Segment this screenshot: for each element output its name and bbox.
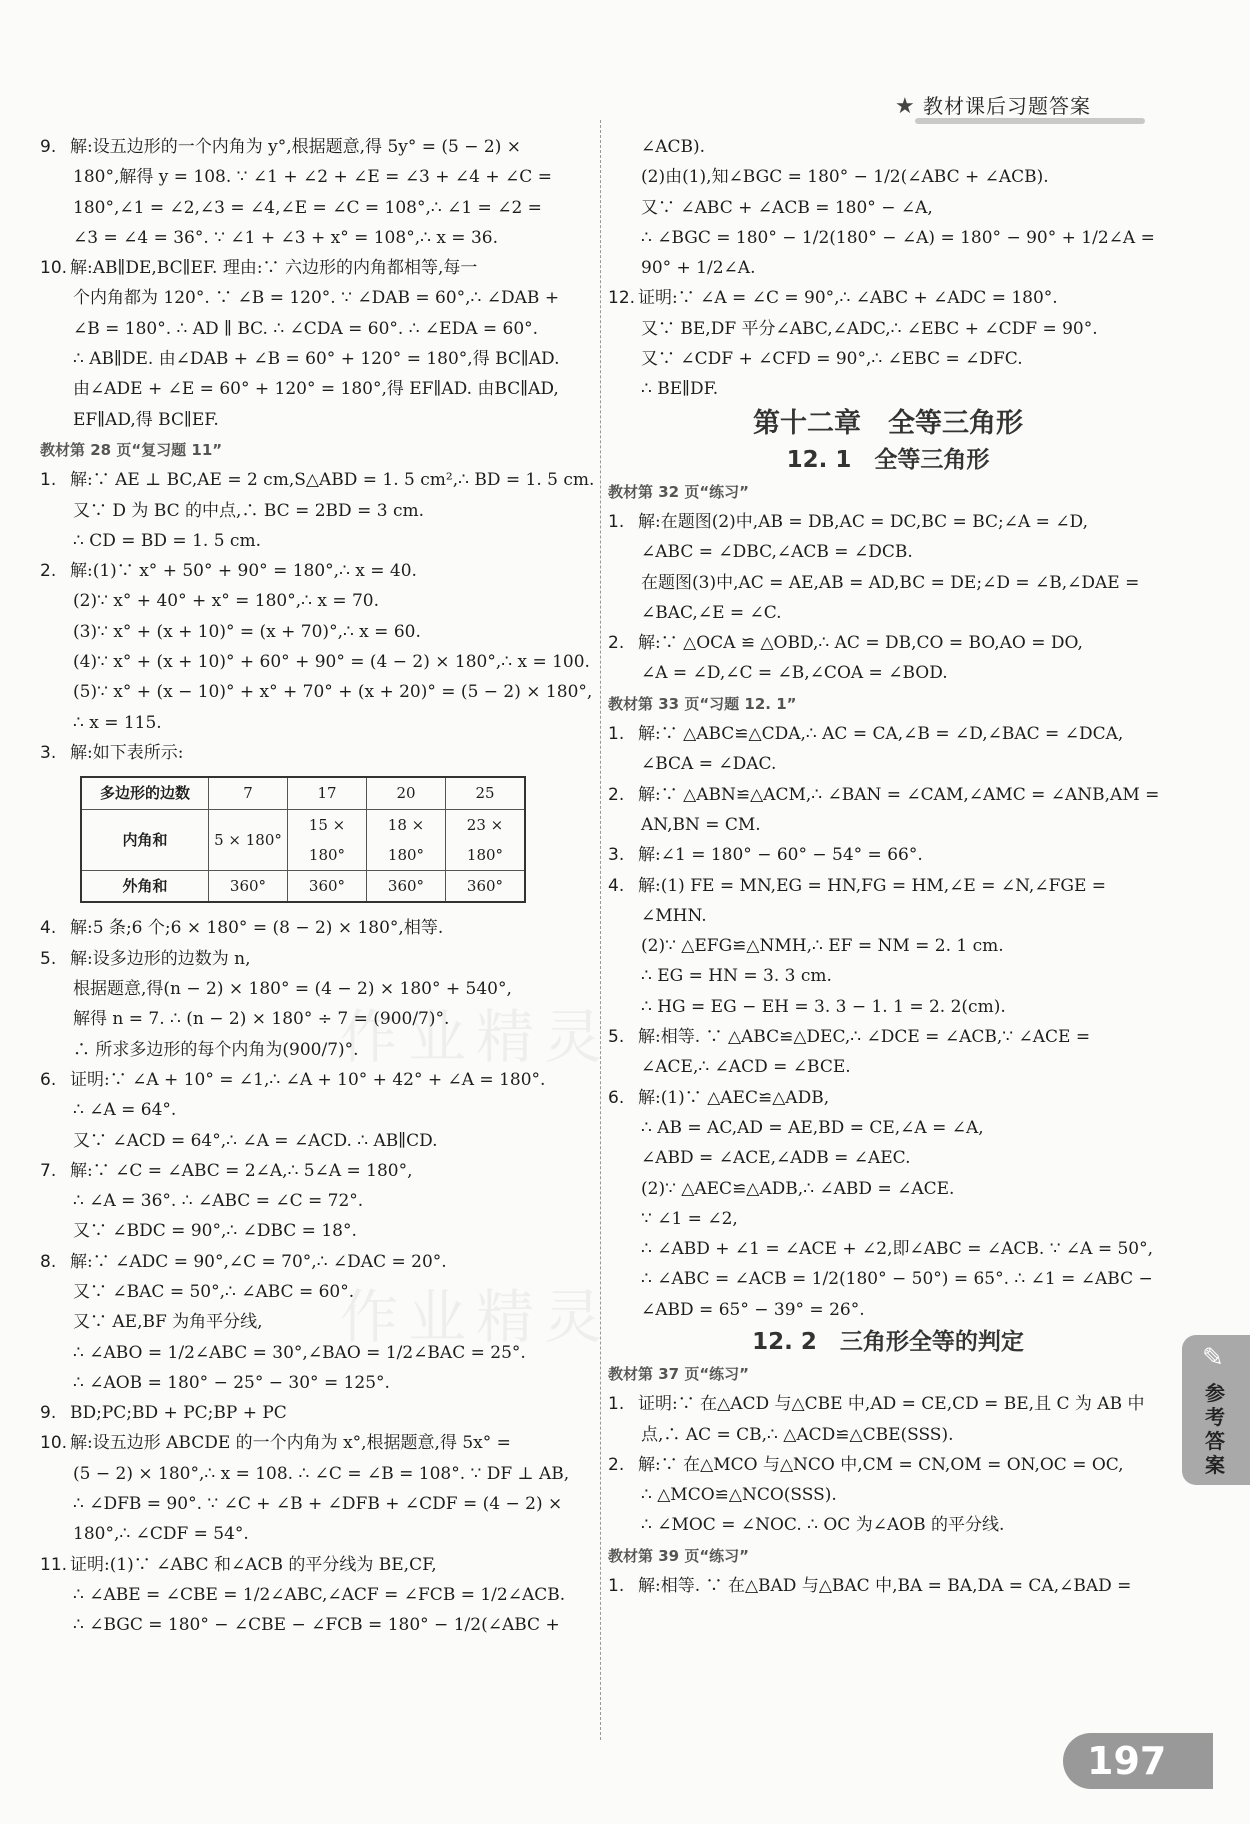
answer-line bbox=[40, 283, 595, 313]
answer-text: (3)∵ x° + (x + 10)° = (x + 70)°,∴ x = 60. bbox=[73, 621, 421, 642]
answer-line bbox=[608, 1510, 1168, 1540]
answer-text: 证明:∵ 在△ACD 与△CBE 中,AD = CE,CD = BE,且 C 为 AB 中 bbox=[638, 1394, 1145, 1415]
answer-line bbox=[608, 568, 1168, 598]
answer-line bbox=[40, 556, 595, 586]
subchapter-title: 12. 2 三角形全等的判定 bbox=[752, 1328, 1024, 1355]
answer-line bbox=[608, 374, 1168, 404]
header-title: 教材课后习题答案 bbox=[923, 94, 1091, 118]
subchapter-title: 12. 1 全等三角形 bbox=[786, 446, 990, 473]
section-heading: 教材第 28 页“复习题 11” bbox=[40, 440, 223, 459]
answer-text: 证明:∵ ∠A = ∠C = 90°,∴ ∠ABC + ∠ADC = 180°. bbox=[638, 288, 1058, 309]
question-number: 10. bbox=[40, 258, 68, 279]
answer-text: 解:∵ AE ⊥ BC,AE = 2 cm,S△ABD = 1. 5 cm²,∴ BD = 1. 5 cm. bbox=[70, 470, 595, 491]
table-cell: 内角和 bbox=[81, 809, 209, 871]
section-heading: 教材第 39 页“练习” bbox=[608, 1546, 750, 1565]
answer-line bbox=[40, 738, 595, 768]
answer-text: ∴ ∠ABE = ∠CBE = 1/2∠ABC,∠ACF = ∠FCB = 1/2∠ACB. bbox=[73, 1584, 566, 1605]
answer-text: 又∵ ∠ABC + ∠ACB = 180° − ∠A, bbox=[641, 197, 933, 218]
answer-text: (4)∵ x° + (x + 10)° + 60° + 90° = (4 − 2) × 180°,∴ x = 100. bbox=[73, 652, 590, 673]
answer-line bbox=[40, 465, 595, 495]
table-cell: 23 × 180° bbox=[446, 809, 526, 871]
answer-text: ∴ ∠ABC = ∠ACB = 1/2(180° − 50°) = 65°. ∴ ∠1 = ∠ABC − bbox=[641, 1269, 1153, 1290]
right-column bbox=[608, 132, 1168, 1601]
question-number: 7. bbox=[40, 1160, 57, 1181]
answer-line bbox=[608, 1264, 1168, 1294]
answer-line bbox=[40, 944, 595, 974]
answer-line bbox=[608, 1389, 1168, 1419]
question-number: 5. bbox=[608, 1027, 625, 1048]
chapter-title: 第十二章 全等三角形 bbox=[753, 407, 1023, 439]
answer-text: 个内角都为 120°. ∵ ∠B = 120°. ∵ ∠DAB = 60°,∴ ∠DAB + bbox=[73, 288, 560, 309]
answer-text: 由∠ADE + ∠E = 60° + 120° = 180°,得 EF∥AD. 由BC∥AD, bbox=[73, 379, 559, 400]
question-number: 1. bbox=[40, 470, 57, 491]
answer-line bbox=[608, 840, 1168, 870]
answer-text: 又∵ BE,DF 平分∠ABC,∠ADC,∴ ∠EBC + ∠CDF = 90°. bbox=[641, 318, 1098, 339]
answer-text: 又∵ ∠ACD = 64°,∴ ∠A = ∠ACD. ∴ AB∥CD. bbox=[73, 1130, 438, 1151]
answer-line bbox=[608, 1204, 1168, 1234]
answer-line bbox=[40, 1428, 595, 1458]
answer-line bbox=[40, 496, 595, 526]
section-heading: 教材第 37 页“练习” bbox=[608, 1364, 750, 1383]
answer-text: ∠ABD = 65° − 39° = 26°. bbox=[641, 1299, 865, 1320]
answer-text: ∴ AB = AC,AD = AE,BD = CE,∠A = ∠A, bbox=[641, 1117, 984, 1138]
answer-text: (5 − 2) × 180°,∴ x = 108. ∴ ∠C = ∠B = 108°. ∵ DF ⊥ AB, bbox=[73, 1463, 570, 1484]
answer-line bbox=[40, 132, 595, 162]
table-cell: 25 bbox=[446, 777, 526, 809]
answer-line bbox=[608, 507, 1168, 537]
answer-text: 解:∵ △ABN≌△ACM,∴ ∠BAN = ∠CAM,∠AMC = ∠ANB,AM = bbox=[638, 784, 1160, 805]
answer-text: ∠ACB). bbox=[641, 137, 706, 157]
table-row bbox=[81, 871, 525, 903]
question-number: 9. bbox=[40, 137, 57, 157]
watermark: 作业精灵 bbox=[340, 1283, 613, 1351]
answer-line bbox=[608, 314, 1168, 344]
page-number-badge bbox=[1063, 1733, 1213, 1789]
answer-text: 解:设五边形 ABCDE 的一个内角为 x°,根据题意,得 5x° = bbox=[70, 1433, 511, 1454]
answer-text: ∠ACE,∴ ∠ACD = ∠BCE. bbox=[641, 1057, 851, 1078]
answer-line bbox=[40, 162, 595, 192]
answer-text: ∴ EG = HN = 3. 3 cm. bbox=[641, 966, 832, 987]
answer-line bbox=[40, 1550, 595, 1580]
answer-text: (5)∵ x° + (x − 10)° + x° + 70° + (x + 20)° = (5 − 2) × 180°, bbox=[73, 682, 593, 703]
question-number: 2. bbox=[40, 561, 57, 582]
answer-line bbox=[40, 314, 595, 344]
answer-line bbox=[608, 537, 1168, 567]
answer-line bbox=[608, 628, 1168, 658]
answer-line bbox=[40, 344, 595, 374]
table-header-row bbox=[81, 777, 525, 809]
answer-line bbox=[40, 1368, 595, 1398]
header-tab bbox=[895, 88, 1125, 124]
answer-line bbox=[608, 1174, 1168, 1204]
answer-line bbox=[40, 1489, 595, 1519]
polygon-table bbox=[80, 776, 526, 903]
answer-text: 解:∵ △OCA ≌ △OBD,∴ AC = DB,CO = BO,AO = DO, bbox=[638, 633, 1083, 654]
answer-line bbox=[608, 749, 1168, 779]
answer-line bbox=[40, 1398, 595, 1428]
table-cell: 外角和 bbox=[81, 871, 209, 903]
answer-line bbox=[608, 1052, 1168, 1082]
question-number: 8. bbox=[40, 1251, 57, 1272]
answer-line bbox=[40, 677, 595, 707]
question-number: 3. bbox=[40, 742, 57, 763]
answer-text: ∴ ∠AOB = 180° − 25° − 30° = 125°. bbox=[73, 1372, 390, 1393]
question-number: 11. bbox=[40, 1554, 68, 1575]
answer-text: 解:相等. ∵ 在△BAD 与△BAC 中,BA = BA,DA = CA,∠BAD = bbox=[638, 1576, 1132, 1597]
answer-text: 解:AB∥DE,BC∥EF. 理由:∵ 六边形的内角都相等,每一 bbox=[70, 258, 478, 279]
answer-text: ∴ ∠A = 64°. bbox=[73, 1100, 177, 1121]
answer-line bbox=[608, 810, 1168, 840]
answer-line bbox=[608, 162, 1168, 192]
left-block-a bbox=[40, 132, 595, 768]
answer-text: 证明:(1)∵ ∠ABC 和∠ACB 的平分线为 BE,CF, bbox=[70, 1554, 437, 1575]
side-tab-label: 参考答案 bbox=[1205, 1381, 1225, 1477]
table-cell: 多边形的边数 bbox=[81, 777, 209, 809]
pen-icon: ✎ bbox=[1202, 1343, 1224, 1373]
answer-text: 又∵ AE,BF 为角平分线, bbox=[73, 1312, 263, 1333]
answer-text: 180°,解得 y = 108. ∵ ∠1 + ∠2 + ∠E = ∠3 + ∠4 + ∠C = bbox=[73, 167, 552, 188]
side-tab[interactable] bbox=[1182, 1335, 1250, 1485]
table-cell: 5 × 180° bbox=[209, 809, 288, 871]
answer-text: BD;PC;BD + PC;BP + PC bbox=[70, 1403, 287, 1424]
answer-text: 又∵ ∠CDF + ∠CFD = 90°,∴ ∠EBC = ∠DFC. bbox=[641, 349, 1023, 370]
answer-text: EF∥AD,得 BC∥EF. bbox=[73, 409, 219, 430]
answer-text: ∴ CD = BD = 1. 5 cm. bbox=[73, 530, 261, 551]
answer-text: ∴ ∠BGC = 180° − 1/2(180° − ∠A) = 180° − 90° + 1/2∠A = bbox=[641, 227, 1155, 248]
answer-text: 解:∵ △ABC≌△CDA,∴ AC = CA,∠B = ∠D,∠BAC = ∠DCA, bbox=[638, 724, 1124, 745]
answer-line bbox=[608, 658, 1168, 688]
answer-text: ∴ ∠ABO = 1/2∠ABC = 30°,∠BAO = 1/2∠BAC = 25°. bbox=[73, 1342, 526, 1363]
answer-text: (2)∵ x° + 40° + x° = 180°,∴ x = 70. bbox=[73, 591, 380, 612]
answer-text: ∠A = ∠D,∠C = ∠B,∠COA = ∠BOD. bbox=[641, 663, 948, 684]
answer-text: 证明:∵ ∠A + 10° = ∠1,∴ ∠A + 10° + 42° + ∠A = 180°. bbox=[70, 1069, 546, 1090]
table-cell: 360° bbox=[367, 871, 446, 903]
answer-text: ∠B = 180°. ∴ AD ∥ BC. ∴ ∠CDA = 60°. ∴ ∠EDA = 60°. bbox=[73, 318, 539, 339]
answer-text: 解:(1) FE = MN,EG = HN,FG = HM,∠E = ∠N,∠FGE = bbox=[638, 875, 1107, 896]
answer-text: (2)由(1),知∠BGC = 180° − 1/2(∠ABC + ∠ACB). bbox=[641, 167, 1049, 188]
page-number: 197 bbox=[1087, 1739, 1167, 1783]
answer-text: ∴ HG = EG − EH = 3. 3 − 1. 1 = 2. 2(cm). bbox=[641, 996, 1006, 1017]
answer-line bbox=[40, 1610, 595, 1640]
answer-line bbox=[608, 719, 1168, 749]
answer-line bbox=[608, 780, 1168, 810]
answer-line bbox=[608, 344, 1168, 374]
column-divider bbox=[600, 120, 601, 1740]
answer-text: 解:在题图(2)中,AB = DB,AC = DC,BC = BC;∠A = ∠D, bbox=[638, 511, 1088, 532]
answer-text: (2)∵ △AEC≌△ADB,∴ ∠ABD = ∠ACE. bbox=[641, 1178, 955, 1199]
answer-line bbox=[608, 1480, 1168, 1510]
answer-text: ∴ ∠ABD + ∠1 = ∠ACE + ∠2,即∠ABC = ∠ACB. ∵ ∠A = 50°, bbox=[641, 1239, 1154, 1260]
question-number: 6. bbox=[608, 1087, 625, 1108]
table-cell: 360° bbox=[209, 871, 288, 903]
question-number: 3. bbox=[608, 845, 625, 866]
table-row bbox=[81, 809, 525, 871]
answer-text: 又∵ ∠BDC = 90°,∴ ∠DBC = 18°. bbox=[73, 1221, 357, 1242]
answer-line bbox=[40, 1459, 595, 1489]
answer-line bbox=[608, 1083, 1168, 1113]
answer-line bbox=[608, 1113, 1168, 1143]
answer-line bbox=[40, 405, 595, 435]
answer-line bbox=[608, 132, 1168, 162]
table-cell: 7 bbox=[209, 777, 288, 809]
answer-line bbox=[608, 253, 1168, 283]
answer-text: 又∵ D 为 BC 的中点,∴ BC = 2BD = 3 cm. bbox=[73, 500, 424, 521]
answer-text: 在题图(3)中,AC = AE,AB = AD,BC = DE;∠D = ∠B,∠DAE = bbox=[641, 572, 1140, 593]
answer-line bbox=[40, 1580, 595, 1610]
answer-text: ∴ △MCO≌△NCO(SSS). bbox=[641, 1485, 837, 1506]
answer-text: ∴ ∠A = 36°. ∴ ∠ABC = ∠C = 72°. bbox=[73, 1191, 364, 1212]
watermark: 作业精灵 bbox=[340, 1003, 613, 1071]
answer-line bbox=[608, 961, 1168, 991]
answer-line bbox=[608, 193, 1168, 223]
answer-line bbox=[40, 1216, 595, 1246]
answer-text: AN,BN = CM. bbox=[641, 814, 761, 835]
answer-line bbox=[40, 1126, 595, 1156]
answer-line bbox=[40, 374, 595, 404]
question-number: 2. bbox=[608, 633, 625, 654]
question-number: 9. bbox=[40, 1403, 57, 1424]
answer-text: 解:∵ 在△MCO 与△NCO 中,CM = CN,OM = ON,OC = OC, bbox=[638, 1454, 1124, 1475]
answer-text: ∴ ∠MOC = ∠NOC. ∴ OC 为∠AOB 的平分线. bbox=[641, 1515, 1005, 1536]
section-heading: 教材第 32 页“练习” bbox=[608, 482, 750, 501]
answer-text: 解:∠1 = 180° − 60° − 54° = 66°. bbox=[638, 845, 923, 866]
answer-line bbox=[608, 931, 1168, 961]
answer-text: 根据题意,得(n − 2) × 180° = (4 − 2) × 180° + 540°, bbox=[73, 979, 512, 1000]
answer-line bbox=[608, 598, 1168, 628]
answer-line bbox=[608, 871, 1168, 901]
answer-text: ∠MHN. bbox=[641, 905, 707, 926]
answer-text: ∴ BE∥DF. bbox=[641, 379, 719, 400]
answer-text: 解:设五边形的一个内角为 y°,根据题意,得 5y° = (5 − 2) × bbox=[70, 137, 522, 157]
question-number: 2. bbox=[608, 1454, 625, 1475]
answer-line bbox=[40, 193, 595, 223]
table-cell: 360° bbox=[288, 871, 367, 903]
answer-line bbox=[40, 708, 595, 738]
answer-text: 解:5 条;6 个;6 × 180° = (8 − 2) × 180°,相等. bbox=[70, 918, 444, 939]
answer-text: 180°,∴ ∠CDF = 54°. bbox=[73, 1524, 249, 1545]
answer-line bbox=[608, 1234, 1168, 1264]
answer-line bbox=[608, 901, 1168, 931]
question-number: 4. bbox=[40, 918, 57, 939]
answer-line bbox=[40, 253, 595, 283]
answer-text: 90° + 1/2∠A. bbox=[641, 258, 756, 279]
question-number: 12. bbox=[608, 288, 636, 309]
answer-text: 解:设多边形的边数为 n, bbox=[70, 948, 251, 969]
answer-text: 180°,∠1 = ∠2,∠3 = ∠4,∠E = ∠C = 108°,∴ ∠1 = ∠2 = bbox=[73, 197, 542, 218]
question-number: 5. bbox=[40, 948, 57, 969]
question-number: 1. bbox=[608, 1576, 625, 1597]
answer-line bbox=[40, 586, 595, 616]
answer-line bbox=[40, 526, 595, 556]
answer-text: ∴ 所求多边形的每个内角为(900/7)°. bbox=[73, 1039, 359, 1060]
answer-text: ∠BCA = ∠DAC. bbox=[641, 754, 777, 775]
answer-text: 解:∵ ∠C = ∠ABC = 2∠A,∴ 5∠A = 180°, bbox=[70, 1160, 413, 1181]
answer-text: 解:∵ ∠ADC = 90°,∠C = 70°,∴ ∠DAC = 20°. bbox=[70, 1251, 447, 1272]
answer-text: ∴ ∠DFB = 90°. ∵ ∠C + ∠B + ∠DFB + ∠CDF = (4 − 2) × bbox=[73, 1494, 563, 1515]
answer-line bbox=[40, 1156, 595, 1186]
answer-line bbox=[40, 1095, 595, 1125]
question-number: 2. bbox=[608, 784, 625, 805]
answer-text: ∴ x = 115. bbox=[73, 712, 162, 733]
answer-text: 点,∴ AC = CB,∴ △ACD≌△CBE(SSS). bbox=[641, 1424, 954, 1445]
answer-text: ∠ABD = ∠ACE,∠ADB = ∠AEC. bbox=[641, 1148, 911, 1169]
answer-line bbox=[40, 1186, 595, 1216]
answer-text: ∴ ∠BGC = 180° − ∠CBE − ∠FCB = 180° − 1/2(∠ABC + bbox=[73, 1615, 560, 1636]
question-number: 6. bbox=[40, 1069, 57, 1090]
answer-text: ∠ABC = ∠DBC,∠ACB = ∠DCB. bbox=[641, 542, 913, 563]
answer-text: 解得 n = 7. ∴ (n − 2) × 180° ÷ 7 = (900/7)°. bbox=[73, 1009, 450, 1030]
answer-line bbox=[608, 1420, 1168, 1450]
answer-text: 解:如下表所示: bbox=[70, 742, 184, 763]
answer-text: ∠BAC,∠E = ∠C. bbox=[641, 602, 782, 623]
answer-line bbox=[608, 283, 1168, 313]
table-cell: 18 × 180° bbox=[367, 809, 446, 871]
answer-line bbox=[40, 617, 595, 647]
answer-text: ∵ ∠1 = ∠2, bbox=[641, 1208, 738, 1229]
star-icon: ★ bbox=[895, 94, 915, 119]
answer-line bbox=[608, 1143, 1168, 1173]
table-cell: 15 × 180° bbox=[288, 809, 367, 871]
section-heading: 教材第 33 页“习题 12. 1” bbox=[608, 694, 797, 713]
answer-text: 解:(1)∵ x° + 50° + 90° = 180°,∴ x = 40. bbox=[70, 561, 417, 582]
question-number: 1. bbox=[608, 511, 625, 532]
left-column bbox=[40, 132, 595, 1641]
answer-text: (2)∵ △EFG≌△NMH,∴ EF = NM = 2. 1 cm. bbox=[641, 936, 1004, 957]
question-number: 1. bbox=[608, 1394, 625, 1415]
table-cell: 360° bbox=[446, 871, 526, 903]
answer-text: 解:相等. ∵ △ABC≌△DEC,∴ ∠DCE = ∠ACB,∵ ∠ACE = bbox=[638, 1027, 1091, 1048]
question-number: 4. bbox=[608, 875, 625, 896]
answer-text: 解:(1)∵ △AEC≌△ADB, bbox=[638, 1087, 830, 1108]
answer-line bbox=[608, 1450, 1168, 1480]
table-cell: 17 bbox=[288, 777, 367, 809]
answer-line bbox=[608, 1022, 1168, 1052]
answer-line bbox=[608, 1295, 1168, 1325]
question-number: 10. bbox=[40, 1433, 68, 1454]
answer-line bbox=[40, 1519, 595, 1549]
answer-text: ∠3 = ∠4 = 36°. ∵ ∠1 + ∠3 + x° = 108°,∴ x = 36. bbox=[73, 227, 498, 248]
answer-line bbox=[40, 223, 595, 253]
answer-text: ∴ AB∥DE. 由∠DAB + ∠B = 60° + 120° = 180°,得 BC∥AD. bbox=[73, 349, 560, 370]
answer-line bbox=[608, 223, 1168, 253]
answer-line bbox=[608, 1571, 1168, 1601]
answer-line bbox=[40, 647, 595, 677]
question-number: 1. bbox=[608, 724, 625, 745]
answer-line bbox=[40, 913, 595, 943]
table-cell: 20 bbox=[367, 777, 446, 809]
answer-line bbox=[608, 992, 1168, 1022]
answer-text: 又∵ ∠BAC = 50°,∴ ∠ABC = 60°. bbox=[73, 1281, 355, 1302]
